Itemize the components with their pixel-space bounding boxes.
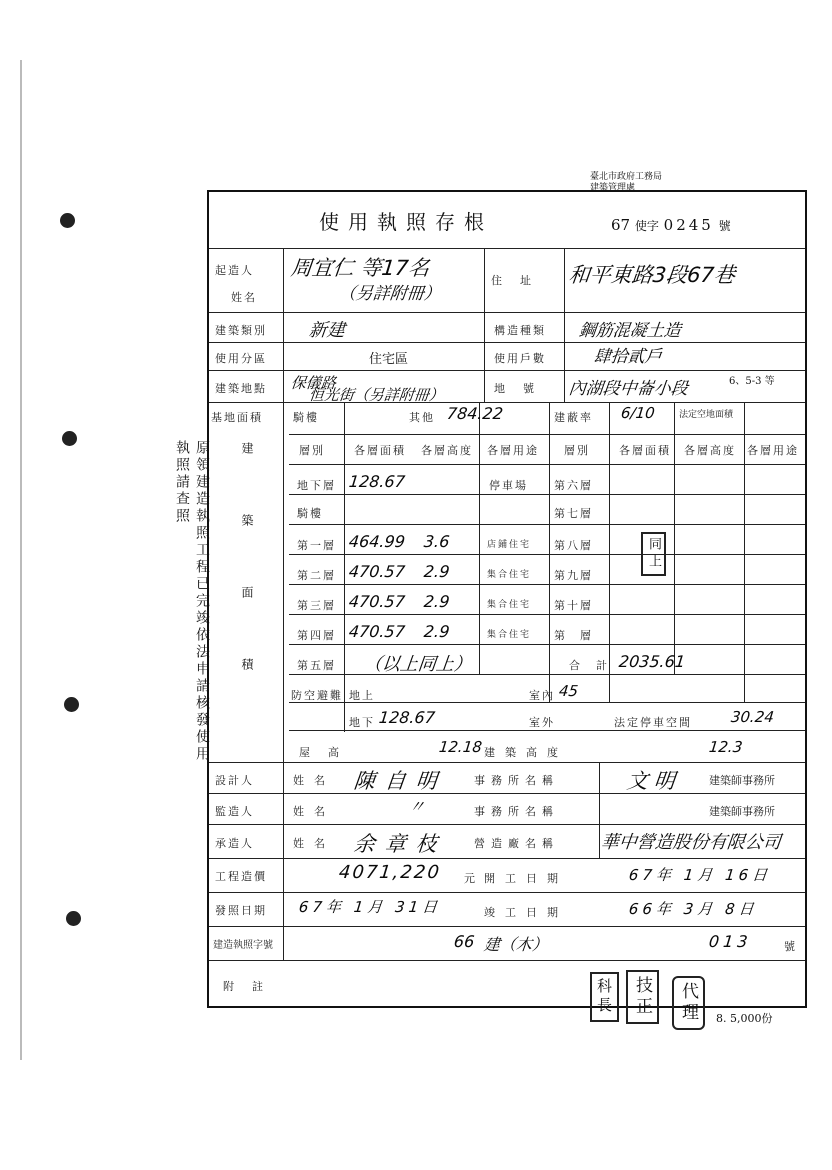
floor-use: 店鋪住宅 [487, 540, 532, 550]
floor-area: 128.67 [348, 472, 406, 491]
owner-name-note: （另詳附冊） [337, 284, 442, 304]
other-label: 其他 [409, 411, 435, 424]
floor-height: 2.9 [423, 592, 451, 611]
bldg-height-label: 建築高度 [484, 746, 568, 759]
parking-value: 30.24 [730, 708, 775, 726]
floor-name: 第四層 [297, 629, 336, 642]
floor-name: 第五層 [297, 659, 336, 672]
land-label: 地號 [494, 382, 552, 395]
floor-use: 停車場 [489, 479, 528, 492]
type-label: 建築類別 [215, 324, 267, 337]
cost-value: 4071,220 [337, 862, 442, 883]
zone-label: 使用分區 [215, 352, 267, 365]
chief-stamp: 科長 [590, 972, 619, 1022]
bldg-height-value: 12.3 [708, 738, 744, 756]
supervisor-office-label: 事務所名稱 [474, 805, 559, 818]
total-value: 2035.61 [618, 652, 687, 671]
floor-height: 2.9 [423, 622, 451, 641]
cert-suffix: 號 [718, 219, 731, 233]
floor-name: 騎樓 [297, 507, 323, 520]
land-value: 內湖段中崙小段 [567, 379, 689, 399]
owner-address: 和平東路3段67巷 [567, 263, 737, 287]
designer-office-label: 事務所名稱 [474, 774, 559, 787]
floor-name: 地下層 [297, 479, 336, 492]
punch-hole [62, 431, 77, 446]
finish-label: 竣工日期 [484, 906, 568, 919]
builder-company: 華中營造股份有限公司 [599, 832, 782, 853]
designer-office: 文明 [625, 769, 683, 793]
floors-section-label: 建築面積 [240, 442, 254, 730]
supervisor-office-suffix: 建築師事務所 [709, 805, 775, 818]
start-label: 開工日期 [484, 872, 568, 885]
margin-note: 原領建造執照工程已完竣依法申請核發使用執照請查照 [174, 440, 210, 763]
cost-unit: 元 [464, 872, 477, 885]
cert-no: 0245 [663, 216, 714, 234]
builder-name: 余章枝 [352, 832, 449, 856]
structure-value: 鋼筋混凝土造 [577, 321, 682, 341]
other-value: 784.22 [446, 404, 504, 423]
finish-value: 66年 3月 8日 [628, 900, 759, 918]
floor-height: 2.9 [423, 562, 451, 581]
cert-prefix: 67 [611, 216, 631, 234]
pit-above: 地上 [349, 689, 375, 702]
license-year: 66 [453, 932, 476, 951]
note-line: 臺北市政府工務局 [590, 172, 663, 182]
floor-name: 第一層 [297, 539, 336, 552]
supervisor-label: 監造人 [215, 805, 254, 818]
floor-area: 464.99 [348, 532, 406, 551]
name-label: 姓名 [293, 805, 335, 818]
same-as-above-stamp: 同上 [641, 532, 666, 576]
designer-name: 陳自明 [352, 769, 449, 793]
license-suffix: 號 [784, 940, 797, 953]
site-value-1: 保儀路 [290, 374, 337, 392]
floors-col-header: 層別 [564, 444, 590, 457]
floors-col-header: 各層高度 [684, 444, 736, 457]
legal-open-label: 法定空地面積 [679, 410, 734, 420]
floors-col-header: 各層面積 [619, 444, 671, 457]
agent-stamp: 代理 [672, 976, 705, 1030]
units-value: 肆拾貳戶 [592, 347, 663, 367]
notes-label: 附註 [223, 980, 281, 993]
punch-hole [64, 697, 79, 712]
license-no: 013 [708, 932, 753, 951]
punch-hole [60, 213, 75, 228]
coverage-value: 6/10 [620, 404, 656, 422]
total-label: 合計 [569, 659, 623, 672]
indoor-value: 45 [558, 682, 580, 700]
floors-col-header: 各層用途 [487, 444, 539, 457]
name-label: 姓名 [293, 774, 335, 787]
permit-label: 發照日期 [215, 904, 267, 917]
pit-below: 地下 [349, 716, 375, 729]
floors-col-header: 各層用途 [747, 444, 799, 457]
owner-name: 周宜仁 等17名 [289, 256, 431, 280]
coverage-label: 建蔽率 [554, 411, 593, 424]
outdoor-label: 室外 [529, 716, 555, 729]
cert-number [611, 216, 731, 234]
note-line: 建築管理處 [590, 183, 636, 193]
floor-use: 集合住宅 [487, 630, 532, 640]
site-label: 建築地點 [215, 382, 267, 395]
floors-col-header: 層別 [299, 444, 325, 457]
floor-area: 470.57 [348, 622, 406, 641]
engineer-stamp: 技正 [626, 970, 659, 1024]
floor-name: 第八層 [554, 539, 593, 552]
height-value: 12.18 [438, 738, 483, 756]
owner-label: 起造人 [215, 264, 254, 277]
designer-label: 設計人 [215, 774, 254, 787]
license-word: 建（木） [482, 935, 549, 954]
height-label: 屋高 [299, 746, 357, 759]
pit-below-value: 128.67 [378, 708, 436, 727]
owner-name-label: 姓名 [231, 291, 257, 304]
floor-area: 470.57 [348, 592, 406, 611]
punch-hole [66, 911, 81, 926]
type-value: 新建 [307, 320, 346, 341]
floor-area: 470.57 [348, 562, 406, 581]
arcade-label: 騎樓 [293, 411, 319, 424]
site-value-2: 恒光街（另詳附冊） [308, 386, 445, 404]
name-label: 姓名 [293, 837, 335, 850]
supervisor-name: 〃 [407, 797, 426, 816]
floor-name: 第七層 [554, 507, 593, 520]
parking-label: 法定停車空間 [614, 716, 692, 729]
floor-area: （以上同上） [362, 654, 473, 675]
pit-label: 防空避難 [291, 689, 343, 702]
margin-line [20, 60, 22, 1060]
structure-label: 構造種類 [494, 324, 546, 337]
zone-value: 住宅區 [369, 352, 409, 367]
form-title: 使用執照存根 [319, 210, 493, 234]
builder-company-label: 營造廠名稱 [474, 837, 559, 850]
indoor-label: 室內 [529, 689, 555, 702]
floor-name: 第九層 [554, 569, 593, 582]
license-form [207, 190, 807, 1008]
start-value: 67年 1月 16日 [628, 866, 773, 884]
permit-value: 67年 1月 31日 [298, 898, 443, 916]
units-label: 使用戶數 [494, 352, 546, 365]
floor-name: 第三層 [297, 599, 336, 612]
designer-office-suffix: 建築師事務所 [709, 774, 775, 787]
land-numbers: 6、5-3 等 [729, 376, 775, 387]
cost-label: 工程造價 [215, 870, 267, 883]
area-label: 基地面積 [211, 411, 263, 424]
cert-word: 使字 [634, 219, 659, 233]
floor-use: 集合住宅 [487, 570, 532, 580]
floors-col-header: 各層面積 [354, 444, 406, 457]
address-label: 住址 [491, 274, 549, 287]
floor-name: 第十層 [554, 599, 593, 612]
floor-name: 第 層 [554, 629, 593, 642]
floor-height: 3.6 [423, 532, 451, 551]
floor-name: 第六層 [554, 479, 593, 492]
floor-use: 集合住宅 [487, 600, 532, 610]
license-label: 建造執照字號 [213, 940, 273, 951]
floor-name: 第二層 [297, 569, 336, 582]
builder-label: 承造人 [215, 837, 254, 850]
print-note: 8. 5,000份 [716, 1012, 773, 1025]
floors-col-header: 各層高度 [421, 444, 473, 457]
